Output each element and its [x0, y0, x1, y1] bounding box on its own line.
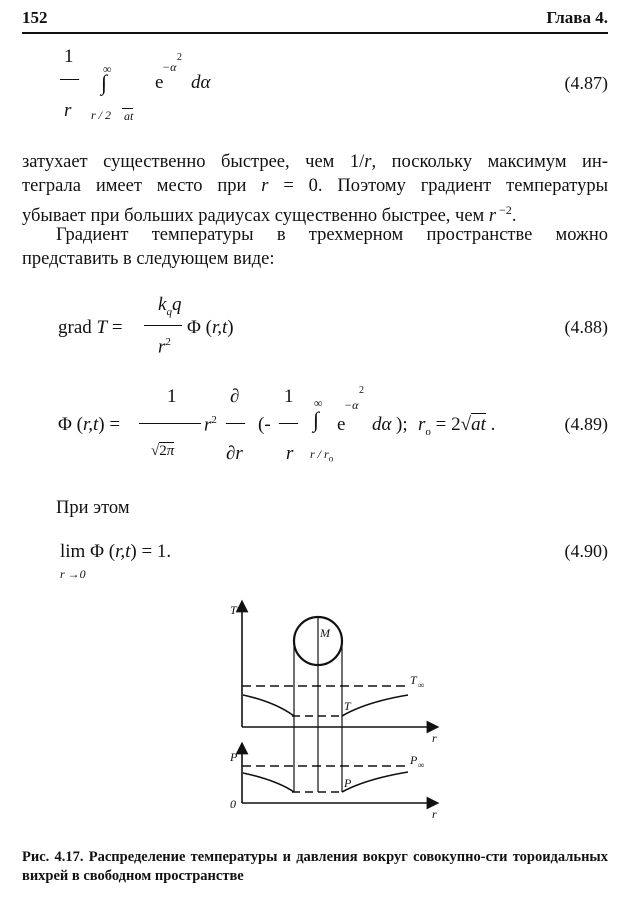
eq490-expression: lim Φ (r,t) = 1. [60, 541, 172, 562]
pressure-curve-left [243, 773, 294, 792]
eq489-lhs: Φ (r,t) = [58, 414, 121, 435]
label-zero: 0 [230, 797, 236, 811]
paragraph-3: При этом [56, 498, 130, 518]
eq488-denominator: $r^2$ [158, 336, 171, 358]
eq487-integral-sign: ∫ [101, 70, 108, 95]
eq487-differential: dα [191, 72, 211, 93]
eq489-r-squared: $r^2$ [204, 414, 217, 436]
eq489-lower-limit: r / $r_o$ [310, 447, 334, 464]
label-t-curve: T [344, 699, 351, 713]
label-t-infinity: T [410, 673, 417, 687]
eq489-partial-numerator: ∂ [230, 386, 240, 407]
eq488-lhs: grad T = [58, 317, 123, 338]
eq489-partial-bar: — [226, 412, 245, 433]
eq488-numerator: $k_qq$ [158, 294, 182, 318]
label-p-infinity: P [410, 753, 418, 767]
eq487-number: (4.87) [564, 73, 608, 93]
eq489-frac1-denominator: √2π [151, 443, 175, 459]
eq489-exp-power: −α [344, 398, 359, 412]
eq489-open-paren: (- [258, 414, 271, 435]
eq489-close-paren: ); [396, 414, 408, 435]
eq490-subscript: r →0 [60, 567, 86, 581]
label-r-axis-top: r [432, 731, 437, 745]
eq487-upper-limit: ∞ [103, 62, 112, 76]
label-m: M [320, 626, 330, 640]
temperature-curve-right [342, 695, 408, 716]
paragraph-1-line-2: теграла имеет место при r = 0. Поэтому градиент температуры [22, 176, 608, 196]
eq487-numerator: 1 [64, 46, 74, 67]
eq487-exp-base: e [155, 72, 164, 93]
eq489-integral-sign: ∫ [313, 407, 320, 432]
eq487-fraction-bar: — [60, 68, 79, 89]
page-number: 152 [22, 8, 48, 27]
eq489-exp-square: 2 [359, 385, 364, 396]
label-p-curve: P [344, 776, 352, 790]
figure-caption: Рис. 4.17. Распределение температуры и давления вокруг совокупно-сти тороидальных вихрей в свободном пространстве [22, 849, 608, 884]
paragraph-2: Градиент температуры в трехмерном пространстве можно представить в следующем виде: [22, 225, 608, 269]
paragraph-1-line-3: убывает при больших радиусах существенно быстрее, чем r $^{-2}$. [22, 203, 517, 227]
eq489-number: (4.89) [564, 414, 608, 434]
eq489-exp-base: e [337, 414, 346, 435]
label-p-axis: P [230, 750, 238, 764]
eq490-number: (4.90) [564, 541, 608, 561]
eq489-differential: dα [372, 414, 392, 435]
label-t-infinity-sub: ∞ [418, 680, 425, 690]
temperature-curve-left [243, 695, 294, 716]
eq487-lower-limit: r / 2 [91, 108, 112, 122]
label-r-axis-bottom: r [432, 807, 437, 821]
label-p-infinity-sub: ∞ [418, 760, 425, 770]
eq487-exp-power: −α [162, 60, 177, 74]
paragraph-1-line-1: затухает существенно быстрее, чем 1/r, поскольку максимум ин- [22, 152, 608, 172]
eq489-r0-definition: $r_o = 2√at$ . [418, 414, 496, 438]
eq488-number: (4.88) [564, 317, 608, 337]
label-t-axis: T [230, 603, 237, 617]
eq489-frac1-numerator: 1 [167, 386, 177, 407]
eq489-frac2-bar: — [279, 412, 298, 433]
eq489-upper-limit: ∞ [314, 396, 323, 410]
eq489-partial-denominator: ∂r [226, 443, 243, 464]
eq489-frac2-numerator: 1 [284, 386, 294, 407]
eq487-denominator: r [64, 100, 72, 121]
eq488-phi: Φ (r,t) [187, 317, 234, 338]
eq489-frac2-denominator: r [286, 443, 294, 464]
eq487-exp-square: 2 [177, 52, 182, 63]
chapter-title: Глава 4. [546, 8, 608, 27]
pressure-curve-right [342, 772, 408, 792]
eq487-lower-root: at [124, 109, 134, 123]
